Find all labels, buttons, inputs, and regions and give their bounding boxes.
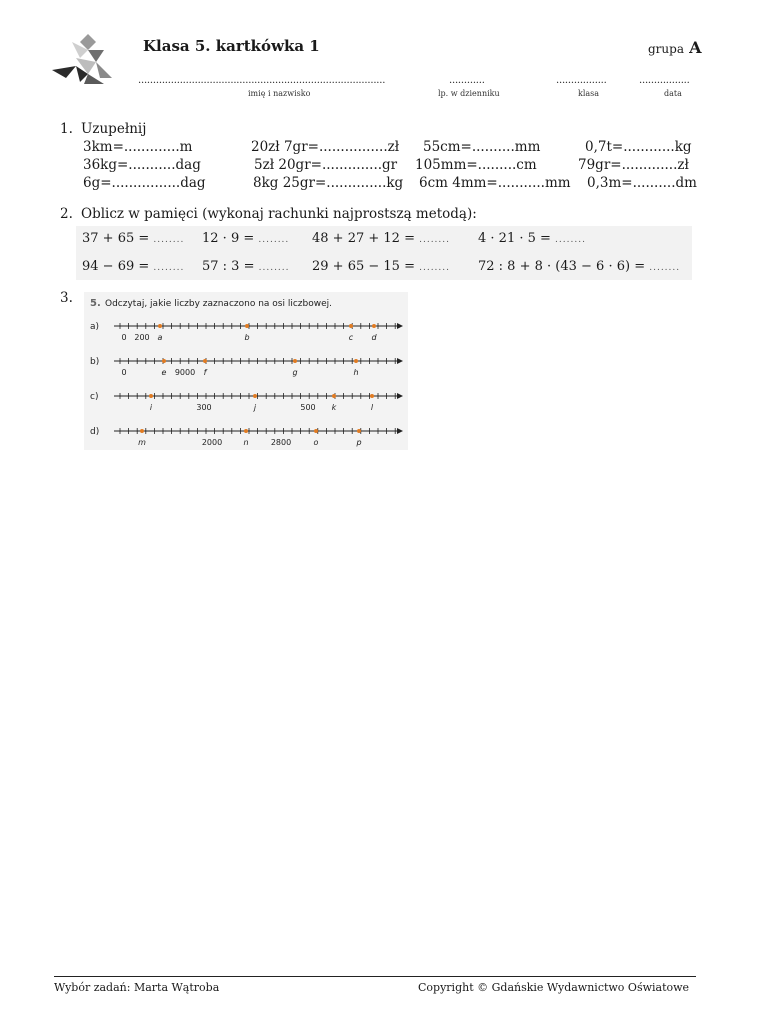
calculation-expression: 48 + 27 + 12 = (312, 231, 415, 246)
tick-label: 300 (196, 403, 212, 412)
answer-blank[interactable]: ........ (555, 235, 586, 245)
logo-triangle-shape (96, 62, 112, 78)
marker-letter: j (253, 403, 257, 412)
number-line-marker (332, 394, 336, 398)
number-line-marker (162, 359, 166, 363)
number-line-marker (245, 324, 249, 328)
number-line-label: b) (90, 357, 100, 367)
tick-label: 9000 (174, 368, 196, 377)
number-line-marker (354, 359, 358, 363)
calculation-expression: 4 · 21 · 5 = (478, 231, 551, 246)
number-line-label: a) (90, 322, 100, 332)
number-line-label: c) (90, 392, 99, 402)
marker-letter: i (149, 403, 153, 412)
calculation-item (202, 231, 289, 246)
tick-label: 0 (121, 333, 127, 342)
number-line-marker (293, 359, 297, 363)
class-number-label: lp. w dzienniku (438, 89, 500, 98)
answer-blank[interactable]: ........ (153, 235, 185, 245)
calculation-item (312, 231, 450, 246)
number-line-marker (370, 394, 374, 398)
exercise-number: 5. (90, 298, 101, 309)
calculation-item (478, 259, 680, 274)
footer-author: Wybór zadań: Marta Wątroba (54, 981, 220, 994)
calculation-expression: 72 : 8 + 8 · (43 − 6 · 6) = (478, 259, 646, 274)
calculation-expression: 29 + 65 − 15 = (312, 259, 415, 274)
calculation-item (478, 231, 586, 246)
group-indicator (648, 38, 702, 57)
logo-triangle-shape (88, 50, 104, 62)
unit-conversion-item: 0,7t=............kg (585, 139, 692, 155)
answer-blank[interactable]: ........ (258, 235, 290, 245)
unit-conversion-item: 79gr=.............zł (578, 157, 689, 173)
group-label: grupa (648, 42, 684, 56)
number-line-marker (203, 359, 207, 363)
calculation-item (202, 259, 290, 274)
marker-letter: p (356, 438, 362, 447)
unit-conversion-item: 105mm=.........cm (415, 157, 537, 173)
number-line-marker (140, 429, 144, 433)
answer-blank[interactable]: ........ (153, 263, 185, 273)
unit-conversion-item: 0,3m=..........dm (587, 175, 697, 191)
calculation-expression: 57 : 3 = (202, 259, 255, 274)
task-number: 1. (60, 121, 73, 137)
unit-conversion-item: 36kg=...........dag (83, 157, 201, 173)
calculation-expression: 94 − 69 = (82, 259, 150, 274)
class-field[interactable]: ................. (556, 75, 607, 86)
unit-conversion-item: 55cm=..........mm (423, 139, 541, 155)
unit-conversion-item: 20zł 7gr=................zł (251, 139, 400, 155)
marker-letter: c (348, 333, 354, 342)
date-label: data (664, 89, 682, 98)
number-line-marker (158, 324, 162, 328)
unit-conversion-item: 6g=................dag (83, 175, 206, 191)
number-line-marker (314, 429, 318, 433)
tick-label: 200 (134, 333, 150, 342)
group-letter: A (689, 38, 702, 57)
marker-letter: b (244, 333, 250, 342)
number-lines-group (90, 322, 402, 447)
marker-letter: f (203, 368, 207, 377)
marker-letter: g (292, 368, 298, 377)
number-line-marker (357, 429, 361, 433)
marker-letter: n (243, 438, 249, 447)
unit-conversion-item: 3km=.............m (83, 139, 193, 155)
marker-letter: d (371, 333, 377, 342)
calculation-expression: 37 + 65 = (82, 231, 150, 246)
number-line-marker (349, 324, 353, 328)
number-line-marker (372, 324, 376, 328)
marker-letter: k (331, 403, 337, 412)
marker-letter: l (370, 403, 374, 412)
page-title: Klasa 5. kartkówka 1 (143, 37, 320, 55)
calculation-expression: 12 · 9 = (202, 231, 255, 246)
number-line-marker (149, 394, 153, 398)
class-label: klasa (578, 89, 600, 98)
marker-letter: m (138, 438, 146, 447)
date-field[interactable]: ................. (639, 75, 690, 86)
unit-conversion-item: 5zł 20gr=..............gr (254, 157, 398, 173)
tick-label: 2000 (201, 438, 223, 447)
calculation-item (82, 231, 184, 246)
footer-copyright: Copyright © Gdańskie Wydawnictwo Oświatowe (418, 981, 690, 994)
answer-blank[interactable]: ........ (649, 263, 681, 273)
answer-blank[interactable]: ........ (419, 263, 450, 273)
tangram-logo (48, 34, 114, 86)
calculation-item (82, 259, 184, 274)
name-field[interactable]: ................................................................................... (138, 75, 386, 86)
marker-letter: h (353, 368, 359, 377)
number-line-marker (253, 394, 257, 398)
unit-conversion-item: 8kg 25gr=..............kg (253, 175, 404, 191)
exercise-instruction: Odczytaj, jakie liczby zaznaczono na osi liczbowej. (105, 299, 332, 309)
task-heading: Uzupełnij (81, 121, 147, 137)
tick-label: 0 (121, 368, 127, 377)
task-heading: Oblicz w pamięci (wykonaj rachunki najprostszą metodą): (81, 206, 477, 222)
marker-letter: e (161, 368, 167, 377)
tick-label: 500 (300, 403, 316, 412)
name-field-label: imię i nazwisko (248, 89, 311, 98)
task-number: 3. (60, 290, 73, 306)
tick-label: 2800 (270, 438, 292, 447)
answer-blank[interactable]: ........ (419, 235, 450, 245)
number-lines-exercise (84, 292, 408, 450)
unit-conversion-item: 6cm 4mm=...........mm (419, 175, 571, 191)
logo-triangle-shape (52, 66, 76, 78)
marker-letter: a (157, 333, 163, 342)
class-number-field[interactable]: ............ (449, 75, 485, 86)
answer-blank[interactable]: ........ (258, 263, 290, 273)
marker-letter: o (313, 438, 319, 447)
number-line-marker (244, 429, 248, 433)
number-line-label: d) (90, 427, 100, 437)
task-number: 2. (60, 206, 73, 222)
calculation-item (312, 259, 450, 274)
footer-divider (54, 976, 696, 977)
